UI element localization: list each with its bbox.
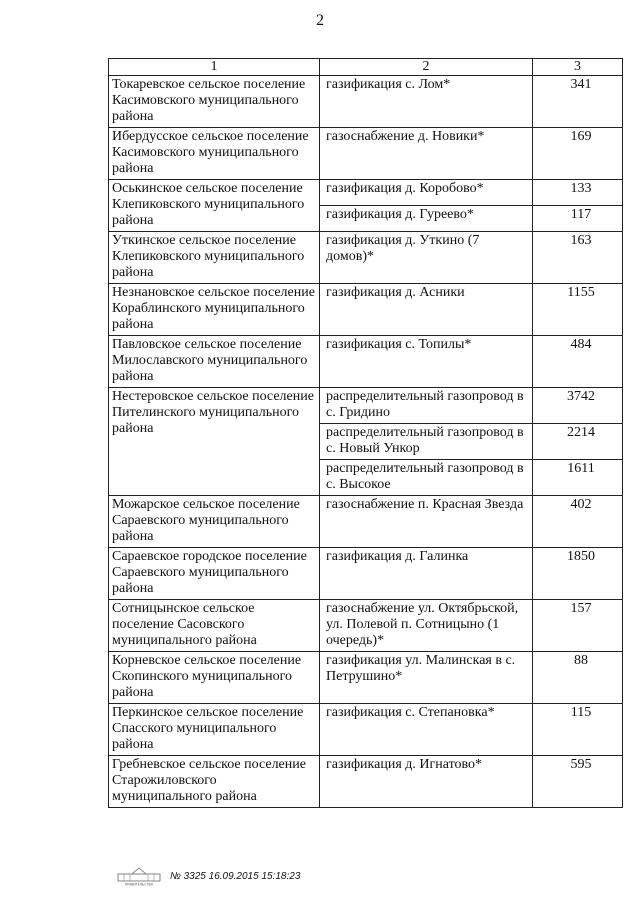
logo-text: ПРАВИТЕЛЬСТВО (124, 882, 154, 886)
work-cell: газификация д. Галинка (320, 548, 533, 600)
footer (116, 866, 300, 886)
work-cell: газификация д. Гуреево* (320, 206, 533, 232)
entity-cell: Сараевское городское поселение Сараевского муниципального района (109, 548, 320, 600)
entity-cell: Нестеровское сельское поселение Пителинского муниципального района (109, 388, 320, 496)
amount-cell: 341 (533, 76, 623, 128)
work-cell: газификация ул. Малинская в с. Петрушино* (320, 652, 533, 704)
entity-cell: Можарское сельское поселение Сараевского муниципального района (109, 496, 320, 548)
entity-cell: Незнановское сельское поселение Кораблинского муниципального района (109, 284, 320, 336)
work-cell: газоснабжение д. Новики* (320, 128, 533, 180)
amount-cell: 3742 (533, 388, 623, 424)
table-row (109, 388, 623, 424)
work-cell: газификация с. Лом* (320, 76, 533, 128)
table-row (109, 496, 623, 548)
work-cell: газификация с. Степановка* (320, 704, 533, 756)
table-row (109, 180, 623, 206)
header-col-1: 1 (109, 59, 320, 76)
entity-cell: Оськинское сельское поселение Клепиковского муниципального района (109, 180, 320, 232)
amount-cell: 169 (533, 128, 623, 180)
table-row (109, 652, 623, 704)
entity-cell: Ибердусское сельское поселение Касимовского муниципального района (109, 128, 320, 180)
work-cell: распределительный газопровод в с. Новый Ункор (320, 424, 533, 460)
amount-cell: 484 (533, 336, 623, 388)
work-cell: газификация д. Уткино (7 домов)* (320, 232, 533, 284)
amount-cell: 1850 (533, 548, 623, 600)
amount-cell: 163 (533, 232, 623, 284)
header-col-2: 2 (320, 59, 533, 76)
entity-cell: Корневское сельское поселение Скопинского муниципального района (109, 652, 320, 704)
entity-cell: Уткинское сельское поселение Клепиковского муниципального района (109, 232, 320, 284)
table-row (109, 548, 623, 600)
amount-cell: 402 (533, 496, 623, 548)
table-row (109, 600, 623, 652)
work-cell: распределительный газопровод в с. Гридино (320, 388, 533, 424)
table-body (109, 76, 623, 808)
page-number: 2 (316, 12, 324, 29)
entity-cell: Перкинское сельское поселение Спасского муниципального района (109, 704, 320, 756)
work-cell: газификация д. Коробово* (320, 180, 533, 206)
amount-cell: 117 (533, 206, 623, 232)
work-cell: газоснабжение ул. Октябрьской, ул. Полевой п. Сотницыно (1 очередь)* (320, 600, 533, 652)
header-row (109, 59, 623, 76)
work-cell: газификация д. Игнатово* (320, 756, 533, 808)
amount-cell: 1155 (533, 284, 623, 336)
amount-cell: 2214 (533, 424, 623, 460)
amount-cell: 115 (533, 704, 623, 756)
amount-cell: 157 (533, 600, 623, 652)
work-cell: газификация д. Асники (320, 284, 533, 336)
amount-cell: 133 (533, 180, 623, 206)
header-col-3: 3 (533, 59, 623, 76)
entity-cell: Гребневское сельское поселение Старожиловского муниципального района (109, 756, 320, 808)
table-row (109, 704, 623, 756)
table-row (109, 76, 623, 128)
document-id: № 3325 16.09.2015 15:18:23 (170, 870, 301, 882)
table-row (109, 756, 623, 808)
table-row (109, 128, 623, 180)
table-row (109, 336, 623, 388)
government-building-icon (116, 866, 162, 886)
amount-cell: 595 (533, 756, 623, 808)
funding-table (108, 58, 623, 808)
entity-cell: Сотницынское сельское поселение Сасовского муниципального района (109, 600, 320, 652)
amount-cell: 1611 (533, 460, 623, 496)
entity-cell: Павловское сельское поселение Милославского муниципального района (109, 336, 320, 388)
table-row (109, 232, 623, 284)
table-row (109, 284, 623, 336)
work-cell: распределительный газопровод в с. Высокое (320, 460, 533, 496)
amount-cell: 88 (533, 652, 623, 704)
work-cell: газификация с. Топилы* (320, 336, 533, 388)
work-cell: газоснабжение п. Красная Звезда (320, 496, 533, 548)
entity-cell: Токаревское сельское поселение Касимовского муниципального района (109, 76, 320, 128)
